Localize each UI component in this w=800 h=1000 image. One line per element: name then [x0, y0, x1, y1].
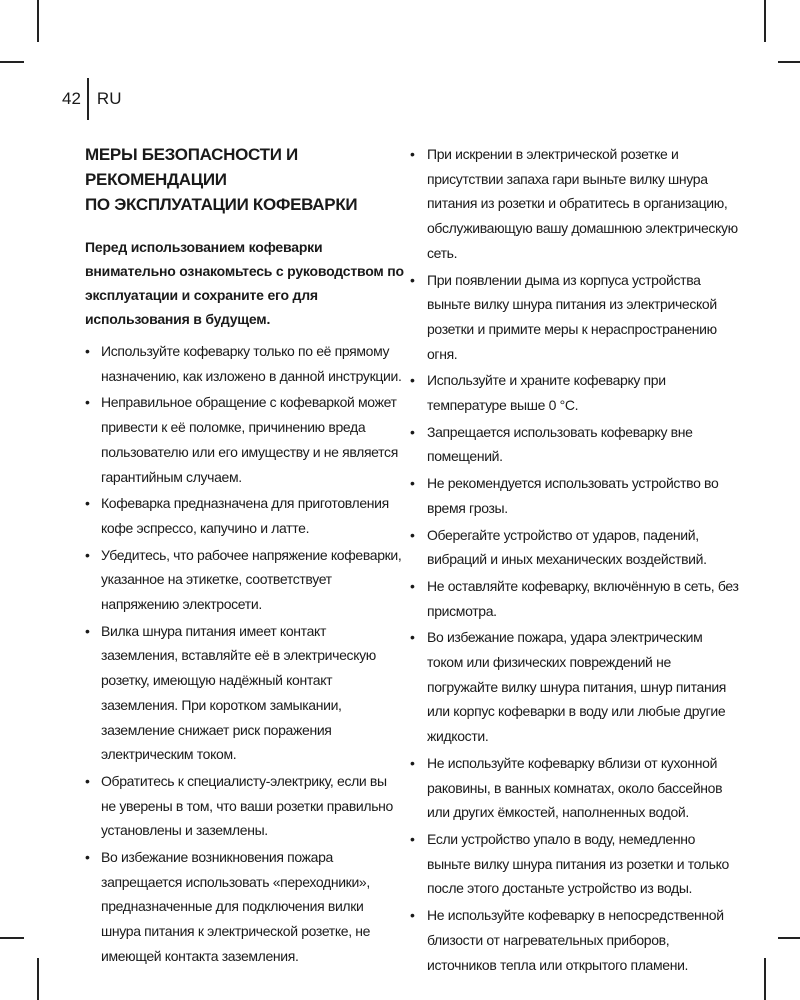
bullet-icon: •: [85, 546, 90, 563]
crop-mark-top-left-horizontal: [0, 61, 24, 63]
bullet-icon: •: [85, 343, 90, 359]
page-header: [62, 78, 121, 120]
bullet-icon: •: [85, 849, 90, 866]
crop-mark-bottom-right-vertical: [764, 958, 766, 1000]
list-item-text: Запрещается использовать кофеварку вне помещений.: [427, 423, 693, 465]
list-item-text: Не рекомендуется использовать устройство во время грозы.: [427, 475, 719, 516]
list-item: [85, 390, 405, 489]
bullet-icon: •: [410, 146, 415, 162]
list-item: [85, 769, 405, 843]
section-title-line-2: ПО ЭКСПЛУАТАЦИИ КОФЕВАРКИ: [85, 195, 358, 214]
list-item: [410, 751, 740, 825]
list-item-text: Не оставляйте кофеварку, включённую в сеть, без присмотра.: [427, 577, 739, 619]
left-column: [85, 142, 405, 971]
crop-mark-top-left-vertical: [37, 0, 39, 42]
list-item: [410, 471, 740, 520]
list-item: [410, 523, 740, 572]
list-item: [410, 420, 740, 469]
list-item: [85, 339, 405, 388]
list-item: [85, 491, 405, 540]
list-item: [410, 574, 740, 623]
list-item-text: Оберегайте устройство от ударов, падений, вибраций и иных механических воздействий.: [427, 526, 707, 568]
list-item-text: Неправильное обращение с кофеваркой может привести к её поломке, причинению вреда пользователю или его имуществу и не является гарантийным случаем.: [101, 394, 398, 485]
language-code: RU: [96, 89, 122, 108]
list-item-text: Обратитесь к специалисту-электрику, если вы не уверены в том, что ваши розетки правильно установлены и заземлены.: [101, 772, 393, 839]
list-item: [410, 827, 740, 901]
bullet-icon: •: [410, 577, 415, 594]
bullet-icon: •: [85, 622, 90, 639]
right-column: [410, 142, 740, 979]
bullet-icon: •: [410, 907, 415, 924]
list-item-text: Вилка шнура питания имеет контакт заземления, вставляйте её в электрическую розетку, имеющую надёжный контакт заземления. При коротком замыкании, заземление снижает риск поражения электрическим током.: [101, 622, 376, 763]
crop-mark-bottom-left-vertical: [37, 958, 39, 1000]
crop-mark-bottom-left-horizontal: [0, 937, 24, 939]
safety-list-left: [85, 339, 405, 969]
intro-paragraph: Перед использованием кофеварки внимательно ознакомьтесь с руководством по эксплуатации и сохраните его для использования в будущем.: [85, 239, 404, 327]
bullet-icon: •: [410, 475, 415, 492]
bullet-icon: •: [85, 495, 90, 512]
crop-mark-top-right-horizontal: [778, 61, 800, 63]
bullet-icon: •: [410, 271, 415, 288]
list-item: [410, 142, 740, 266]
bullet-icon: •: [410, 629, 415, 646]
page-number: 42: [62, 89, 81, 108]
list-item-text: Во избежание пожара, удара электрическим током или физических повреждений не погружайте вилку шнура питания, шнур питания или корпус кофеварки в воду или любые другие жидкости.: [427, 629, 727, 745]
list-item: [410, 268, 740, 367]
bullet-icon: •: [85, 394, 90, 411]
crop-mark-top-right-vertical: [764, 0, 766, 42]
safety-list-right: [410, 142, 740, 977]
list-item-text: Не используйте кофеварку в непосредственной близости от нагревательных приборов, источников тепла или открытого пламени.: [427, 907, 724, 973]
bullet-icon: •: [410, 423, 415, 440]
bullet-icon: •: [85, 772, 90, 789]
list-item-text: Во избежание возникновения пожара запрещается использовать «переходники», предназначенные для подключения вилки шнура питания к электрической розетке, не имеющей контакта заземления.: [101, 849, 371, 964]
crop-mark-bottom-right-horizontal: [778, 937, 800, 939]
list-item-text: При появлении дыма из корпуса устройства выньте вилку шнура питания из электрической розетки и примите меры к нераспространению огня.: [427, 271, 717, 362]
section-title-line-1: МЕРЫ БЕЗОПАСНОСТИ И РЕКОМЕНДАЦИИ: [85, 145, 298, 189]
list-item-text: Кофеварка предназначена для приготовления кофе эспрессо, капучино и латте.: [101, 495, 389, 536]
section-title: [85, 142, 405, 217]
list-item-text: Если устройство упало в воду, немедленно выньте вилку шнура питания из розетки и только после этого достаньте устройство из воды.: [427, 830, 729, 897]
bullet-icon: •: [410, 830, 415, 847]
header-divider: [87, 78, 89, 120]
list-item-text: Используйте и храните кофеварку при температуре выше 0 °С.: [427, 372, 666, 414]
list-item: [85, 543, 405, 617]
list-item-text: Убедитесь, что рабочее напряжение кофеварки, указанное на этикетке, соответствует напряжению электросети.: [101, 546, 402, 613]
list-item: [85, 619, 405, 767]
list-item-text: Используйте кофеварку только по её прямому назначению, как изложено в данной инструкции.: [101, 343, 402, 384]
list-item: [410, 903, 740, 977]
bullet-icon: •: [410, 372, 415, 389]
bullet-icon: •: [410, 754, 415, 771]
bullet-icon: •: [410, 526, 415, 543]
list-item: [85, 845, 405, 969]
list-item-text: При искрении в электрической розетке и присутствии запаха гари выньте вилку шнура питания из розетки и обратитесь в организацию, обслуживающую вашу домашнюю электрическую сеть.: [427, 146, 738, 261]
list-item: [410, 625, 740, 749]
list-item: [410, 368, 740, 417]
list-item-text: Не используйте кофеварку вблизи от кухонной раковины, в ванных комнатах, около бассейнов или других ёмкостей, наполненных водой.: [427, 754, 723, 821]
